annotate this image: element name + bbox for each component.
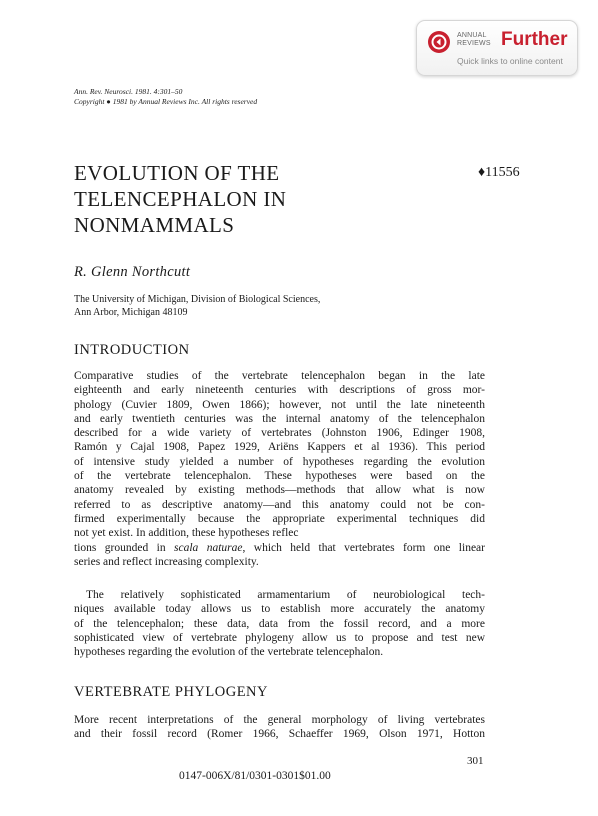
text-line: not yet exist. In addition, these hypotheses reflec	[74, 527, 299, 540]
phylogeny-paragraph-1	[74, 713, 485, 742]
banner-annual: ANNUAL	[457, 32, 487, 39]
text-line: anatomy revealed by existing methods—methods that allow what is now	[74, 484, 485, 497]
text-line: More recent interpretations of the general morphology of living vertebrates	[74, 714, 485, 726]
banner-reviews: REVIEWS	[457, 40, 491, 47]
author-name: R. Glenn Northcutt	[74, 264, 191, 280]
section-heading-vertebrate-phylogeny: VERTEBRATE PHYLOGENY	[74, 684, 268, 700]
text-line: Ramón y Cajal 1908, Papez 1929, Ariëns Kappers et al 1936). This period	[74, 441, 485, 454]
affiliation-line: Ann Arbor, Michigan 48109	[74, 307, 188, 318]
text-line: and their fossil record (Romer 1966, Schaeffer 1969, Olson 1971, Hotton	[74, 728, 485, 741]
text-line: hypotheses regarding the evolution of the vertebrate telencephalon.	[74, 646, 384, 659]
text-line: and early twentieth centuries was the internal anatomy of the telencephalon	[74, 412, 485, 425]
section-heading-introduction: INTRODUCTION	[74, 342, 190, 358]
text-line: eighteenth and early nineteenth centuries with descriptions of gross mor-	[74, 384, 485, 397]
article-title	[74, 160, 374, 238]
copyright-line: Copyright ● 1981 by Annual Reviews Inc. All rights reserved	[74, 97, 258, 106]
article-code: 0147-006X/81/0301-0301$01.00	[179, 770, 331, 782]
text-line: of the telencephalon; these data, data from the fossil record, and a more	[74, 617, 485, 630]
text-line: The relatively sophisticated armamentarium of neurobiological tech-	[86, 589, 485, 601]
annual-reviews-further-banner[interactable]	[416, 20, 578, 76]
title-line: NONMAMMALS	[74, 213, 235, 237]
introduction-paragraph-1	[74, 369, 485, 569]
annual-reviews-logo-icon	[427, 30, 451, 54]
text-line: of the vertebrate telencephalon. These hypotheses were based on the	[74, 470, 485, 483]
text-line: niques available today allows us to establish more accurately the anatomy	[74, 603, 485, 616]
text-line: firmed experimentally because the appropriate experimental techniques did	[74, 512, 485, 525]
affiliation-line: The University of Michigan, Division of Biological Sciences,	[74, 294, 321, 305]
text-line: Comparative studies of the vertebrate telencephalon began in the late	[74, 370, 485, 382]
text-line: series and reflect increasing complexity.	[74, 555, 259, 568]
italic-term: scala naturae	[174, 541, 243, 554]
journal-citation: Ann. Rev. Neurosci. 1981. 4:301–50	[74, 87, 183, 96]
text-line: sophisticated view of vertebrate phylogeny allow us to propose and test new	[74, 631, 485, 644]
document-id: ♦11556	[478, 165, 520, 180]
text-line: tions grounded in scala naturae, which held that vertebrates form one linear	[74, 541, 485, 554]
page-number: 301	[467, 755, 484, 767]
text-line: referred to as descriptive anatomy—and this anatomy could not be con-	[74, 498, 485, 511]
banner-quick-links[interactable]: Quick links to online content	[457, 56, 563, 66]
title-line: EVOLUTION OF THE	[74, 161, 280, 185]
author-affiliation	[74, 293, 320, 319]
banner-annual-reviews-text	[457, 32, 491, 48]
text-line: described for a wide variety of vertebrates (Johnston 1906, Edinger 1908,	[74, 427, 485, 440]
banner-further-label: Further	[501, 29, 568, 50]
title-line: TELENCEPHALON IN	[74, 187, 287, 211]
text-line: phology (Cuvier 1809, Owen 1866); however, not until the late nineteenth	[74, 398, 485, 411]
text-line: of intensive study yielded a number of hypotheses regarding the evolution	[74, 455, 485, 468]
introduction-paragraph-2	[74, 588, 485, 659]
